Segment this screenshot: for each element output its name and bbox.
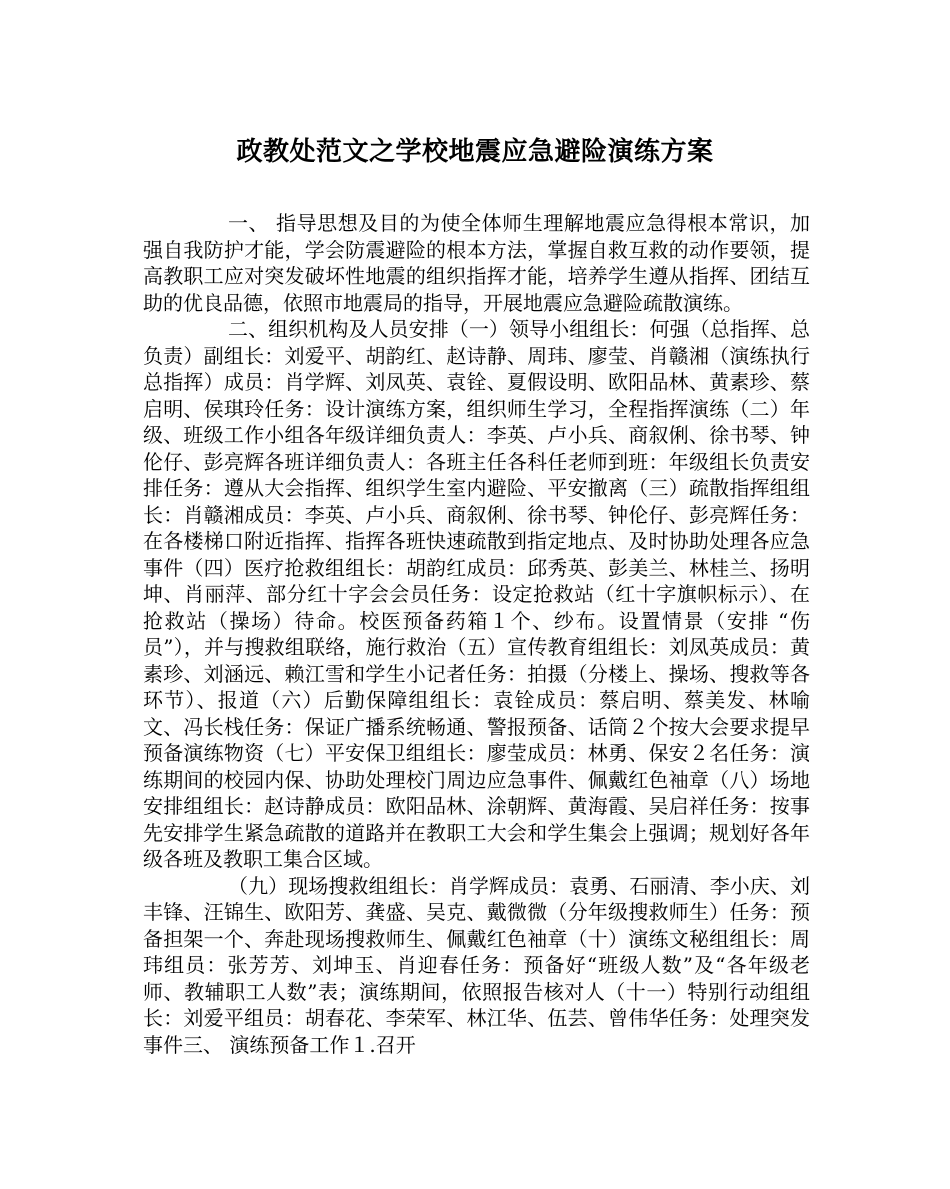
paragraph-search-rescue: （九）现场搜救组组长：肖学辉成员：袁勇、石丽清、李小庆、刘丰锋、汪锦生、欧阳芳、龚盛、吴克、戴微微（分年级搜救师生）任务：预备担架一个、奔赴现场搜救师生、佩戴红色袖章（十）演练文秘组组长：周玮组员：张芳芳、刘坤玉、肖迎春任务：预备好“班级人数”及“各年级老师、教辅职工人数”表；演练期间，依照报告核对人（十一）特别行动组组长：刘爱平组员：胡春花、李荣军、林江华、伍芸、曾伟华任务：处理突发事件三、 演练预备工作１.召开	[143, 873, 810, 1057]
document-body	[143, 210, 810, 1058]
document-title: 政教处范文之学校地震应急避险演练方案	[236, 137, 714, 167]
paragraph-organization: 二、组织机构及人员安排（一）领导小组组长：何强（总指挥、总负责）副组长：刘爱平、胡韵红、赵诗静、周玮、廖莹、肖赣湘（演练执行总指挥）成员：肖学辉、刘凤英、袁铨、夏假设明、欧阳品林、黄素珍、蔡启明、侯琪玲任务：设计演练方案，组织师生学习，全程指挥演练（二）年级、班级工作小组各年级详细负责人：李英、卢小兵、商叙俐、徐书琴、钟伦仔、彭亮辉各班详细负责人：各班主任各科任老师到班：年级组长负责安排任务：遵从大会指挥、组织学生室内避险、平安撤离（三）疏散指挥组组长：肖赣湘成员：李英、卢小兵、商叙俐、徐书琴、钟伦仔、彭亮辉任务：在各楼梯口附近指挥、指挥各班快速疏散到指定地点、及时协助处理各应急事件（四）医疗抢救组组长：胡韵红成员：邱秀英、彭美兰、林桂兰、扬明坤、肖丽萍、部分红十字会会员任务：设定抢救站（红十字旗帜标示）、在抢救站（操场）待命。校医预备药箱１个、纱布。设置情景（安排 “伤员”），并与搜救组联络，施行救治（五）宣传教育组组长：刘凤英成员：黄素珍、刘涵远、赖江雪和学生小记者任务：拍摄（分楼上、操场、搜救等各环节）、报道（六）后勤保障组组长：袁铨成员：蔡启明、蔡美发、林喻文、冯长栈任务：保证广播系统畅通、警报预备、话筒２个按大会要求提早预备演练物资（七）平安保卫组组长：廖莹成员：林勇、保安２名任务：演练期间的校园内保、协助处理校门周边应急事件、佩戴红色袖章（八）场地安排组组长：赵诗静成员：欧阳品林、涂朝辉、黄海霞、吴启祥任务：按事先安排学生紧急疏散的道路并在教职工大会和学生集会上强调；规划好各年级各班及教职工集合区域。	[143, 317, 810, 871]
paragraph-guiding-principles: 一、 指导思想及目的为使全体师生理解地震应急得根本常识，加强自我防护才能，学会防震避险的根本方法，掌握自救互救的动作要领，提高教职工应对突发破坏性地震的组织指挥才能，培养学生遵从指挥、团结互助的优良品德，依照市地震局的指导，开展地震应急避险疏散演练。	[143, 211, 810, 315]
